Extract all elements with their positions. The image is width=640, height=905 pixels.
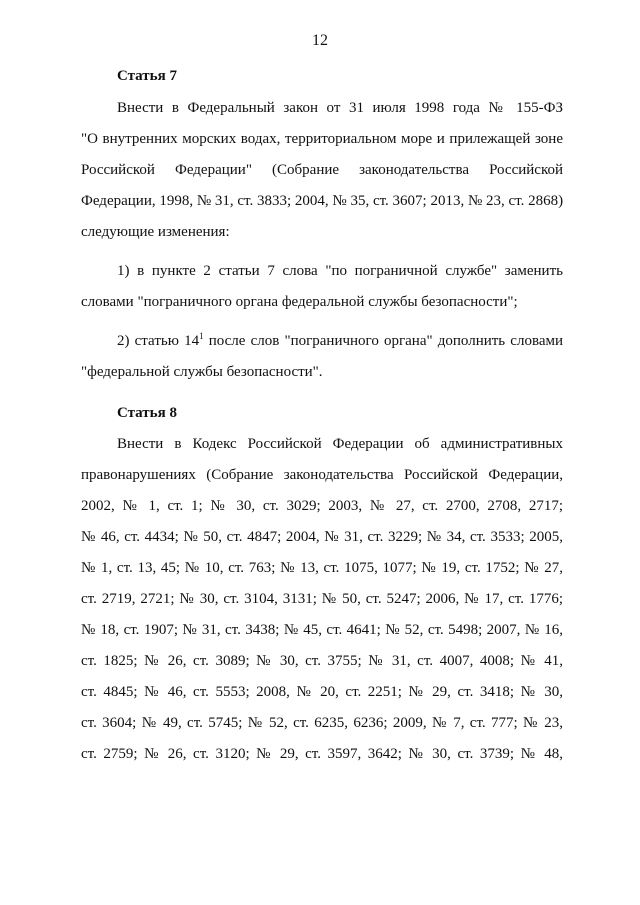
article-8-line: № 18, ст. 1907; № 31, ст. 3438; № 45, ст. 4641; № 52, ст. 5498; 2007, № 16,: [81, 622, 563, 638]
article-8-line: ст. 4845; № 46, ст. 5553; 2008, № 20, ст. 2251; № 29, ст. 3418; № 30,: [81, 684, 563, 700]
article-7-item-1-line: словами "пограничного органа федеральной службы безопасности";: [81, 294, 518, 310]
article-8-line: ст. 2759; № 26, ст. 3120; № 29, ст. 3597, 3642; № 30, ст. 3739; № 48,: [81, 746, 563, 762]
article-8-heading: Статья 8: [117, 405, 177, 421]
article-8-line: ст. 1825; № 26, ст. 3089; № 30, ст. 3755; № 31, ст. 4007, 4008; № 41,: [81, 653, 563, 669]
article-7-heading: Статья 7: [117, 68, 177, 84]
article-8-line: правонарушениях (Собрание законодательства Российской Федерации,: [81, 467, 563, 483]
article-8-line: № 1, ст. 13, 45; № 10, ст. 763; № 13, ст. 1075, 1077; № 19, ст. 1752; № 27,: [81, 560, 563, 576]
article-8-line: 2002, № 1, ст. 1; № 30, ст. 3029; 2003, № 27, ст. 2700, 2708, 2717;: [81, 498, 563, 514]
item-2-superscript: 1: [199, 331, 204, 341]
item-2-rest: после слов "пограничного органа" дополнить словами: [203, 333, 564, 349]
article-7-item-2-line: "федеральной службы безопасности".: [81, 364, 323, 380]
article-8-line: ст. 2719, 2721; № 30, ст. 3104, 3131; № 50, ст. 5247; 2006, № 17, ст. 1776;: [81, 591, 563, 607]
article-7-item-2-line: [117, 331, 563, 351]
article-8-line: ст. 3604; № 49, ст. 5745; № 52, ст. 6235, 6236; 2009, № 7, ст. 777; № 23,: [81, 715, 563, 731]
article-8-line: Внести в Кодекс Российской Федерации об административных: [117, 436, 563, 452]
item-2-prefix: 2) статью 14: [117, 333, 200, 349]
article-7-item-1-line: 1) в пункте 2 статьи 7 слова "по пограничной службе" заменить: [117, 263, 563, 279]
article-7-intro-line: Внести в Федеральный закон от 31 июля 1998 года № 155-ФЗ: [117, 100, 563, 116]
article-7-intro-line: "О внутренних морских водах, территориальном море и прилежащей зоне: [81, 131, 563, 147]
article-7-intro-line: Российской Федерации" (Собрание законодательства Российской: [81, 162, 563, 178]
page-number: 12: [312, 32, 328, 49]
article-7-intro-line: Федерации, 1998, № 31, ст. 3833; 2004, № 35, ст. 3607; 2013, № 23, ст. 2868): [81, 193, 564, 209]
article-7-intro-line: следующие изменения:: [81, 224, 230, 240]
article-8-line: № 46, ст. 4434; № 50, ст. 4847; 2004, № 31, ст. 3229; № 34, ст. 3533; 2005,: [81, 529, 563, 545]
